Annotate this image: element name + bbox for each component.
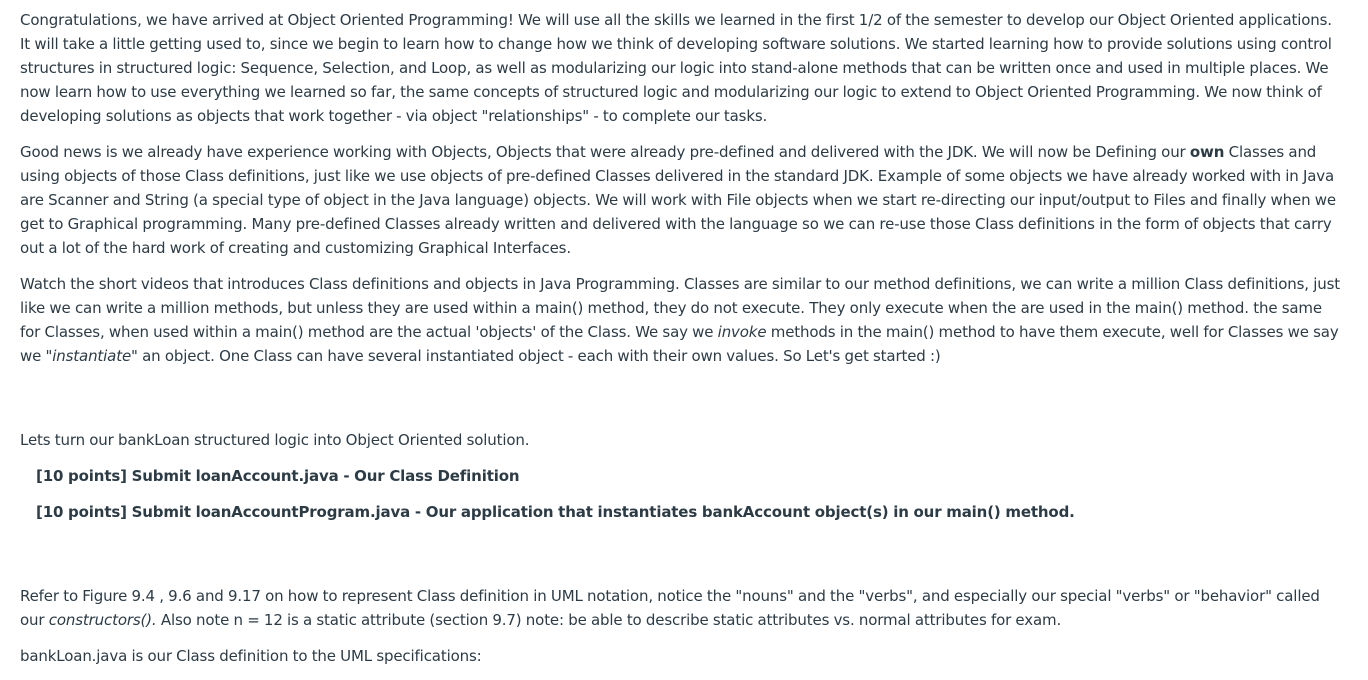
task-loan-account: [10 points] Submit loanAccount.java - Our Class Definition — [36, 467, 520, 485]
uml-text-a: Refer to Figure 9.4 , 9.6 and 9.17 on how to represent Class definition in UML notation, notice the "nouns" and the "verbs", and especially our special "verbs" or "behavior" called our — [20, 587, 1320, 629]
intro-paragraph-1 — [20, 8, 1340, 128]
spacer — [20, 536, 1340, 584]
intro-p3-text-c: an object. One Class can have several instantiated object - each with their own values. So Let's get started :) — [137, 347, 941, 365]
intro-p3-text-b: methods in the main() method to have them execute, well for Classes we say we — [20, 323, 1339, 365]
assignment-lead: Lets turn our bankLoan structured logic into Object Oriented solution. — [20, 431, 530, 449]
intro-p2-text-a: Good news is we already have experience working with Objects, Objects that were already pre-defined and delivered with the JDK. We will now be Defining our — [20, 143, 1190, 161]
intro-p2-bold-own: own — [1189, 143, 1225, 161]
uml-paragraph — [20, 584, 1340, 632]
assignment-content — [20, 8, 1340, 680]
spacer — [20, 380, 1340, 428]
intro-p3-em-instantiate: "instantiate" — [45, 347, 138, 365]
intro-p3-text-a: Watch the short videos that introduces Class definitions and objects in Java Programming. Classes are similar to our method definitions, we can write a million Class definitions, just like we can write a million methods, but unless they are used within a main() method, they do not execute. They only execute when the are used in the main() method. the same for Classes, when used within a main() method are the actual 'objects' of the Class. We say we — [20, 275, 1340, 341]
task-loan-account-program: [10 points] Submit loanAccountProgram.java - Our application that instantiates bankAccount object(s) in our main() method. — [36, 503, 1075, 521]
uml-text-b: Also note n = 12 is a static attribute (section 9.7) note: be able to describe static attributes vs. normal attributes for exam. — [156, 611, 1062, 629]
intro-p1-text: Congratulations, we have arrived at Object Oriented Programming! We will use all the skills we learned in the first 1/2 of the semester to develop our Object Oriented applications. It will take a little getting used to, since we begin to learn how to change how we think of developing software solutions. We started learning how to provide solutions using control structures in structured logic: Sequence, Selection, and Loop, as well as modularizing our logic into stand-alone methods that can be written once and used in multiple places. We now learn how to use everything we learned so far, the same concepts of structured logic and modularizing our logic to extend to Object Oriented Programming. We now think of developing solutions as objects that work together - via object "relationships" - to complete our tasks. — [20, 11, 1332, 125]
intro-p2-text-b: Classes and using objects of those Class definitions, just like we use objects of pre-defined Classes delivered in the standard JDK. Example of some objects we have already worked with in Java are Scanner and String (a special type of object in the Java language) objects. We will work with File objects when we start re-directing our input/output to Files and finally when we get to Graphical programming. Many pre-defined Classes already written and delivered with the language so we can re-use those Class definitions in the form of objects that carry out a lot of the hard work of creating and customizing Graphical Interfaces. — [20, 143, 1336, 257]
uml-class-definition-line: bankLoan.java is our Class definition to the UML specifications: — [20, 647, 482, 665]
uml-em-constructors: constructors(). — [48, 611, 157, 629]
intro-paragraph-2 — [20, 140, 1340, 260]
intro-p3-em-invoke: invoke — [717, 323, 767, 341]
intro-paragraph-3 — [20, 272, 1340, 368]
